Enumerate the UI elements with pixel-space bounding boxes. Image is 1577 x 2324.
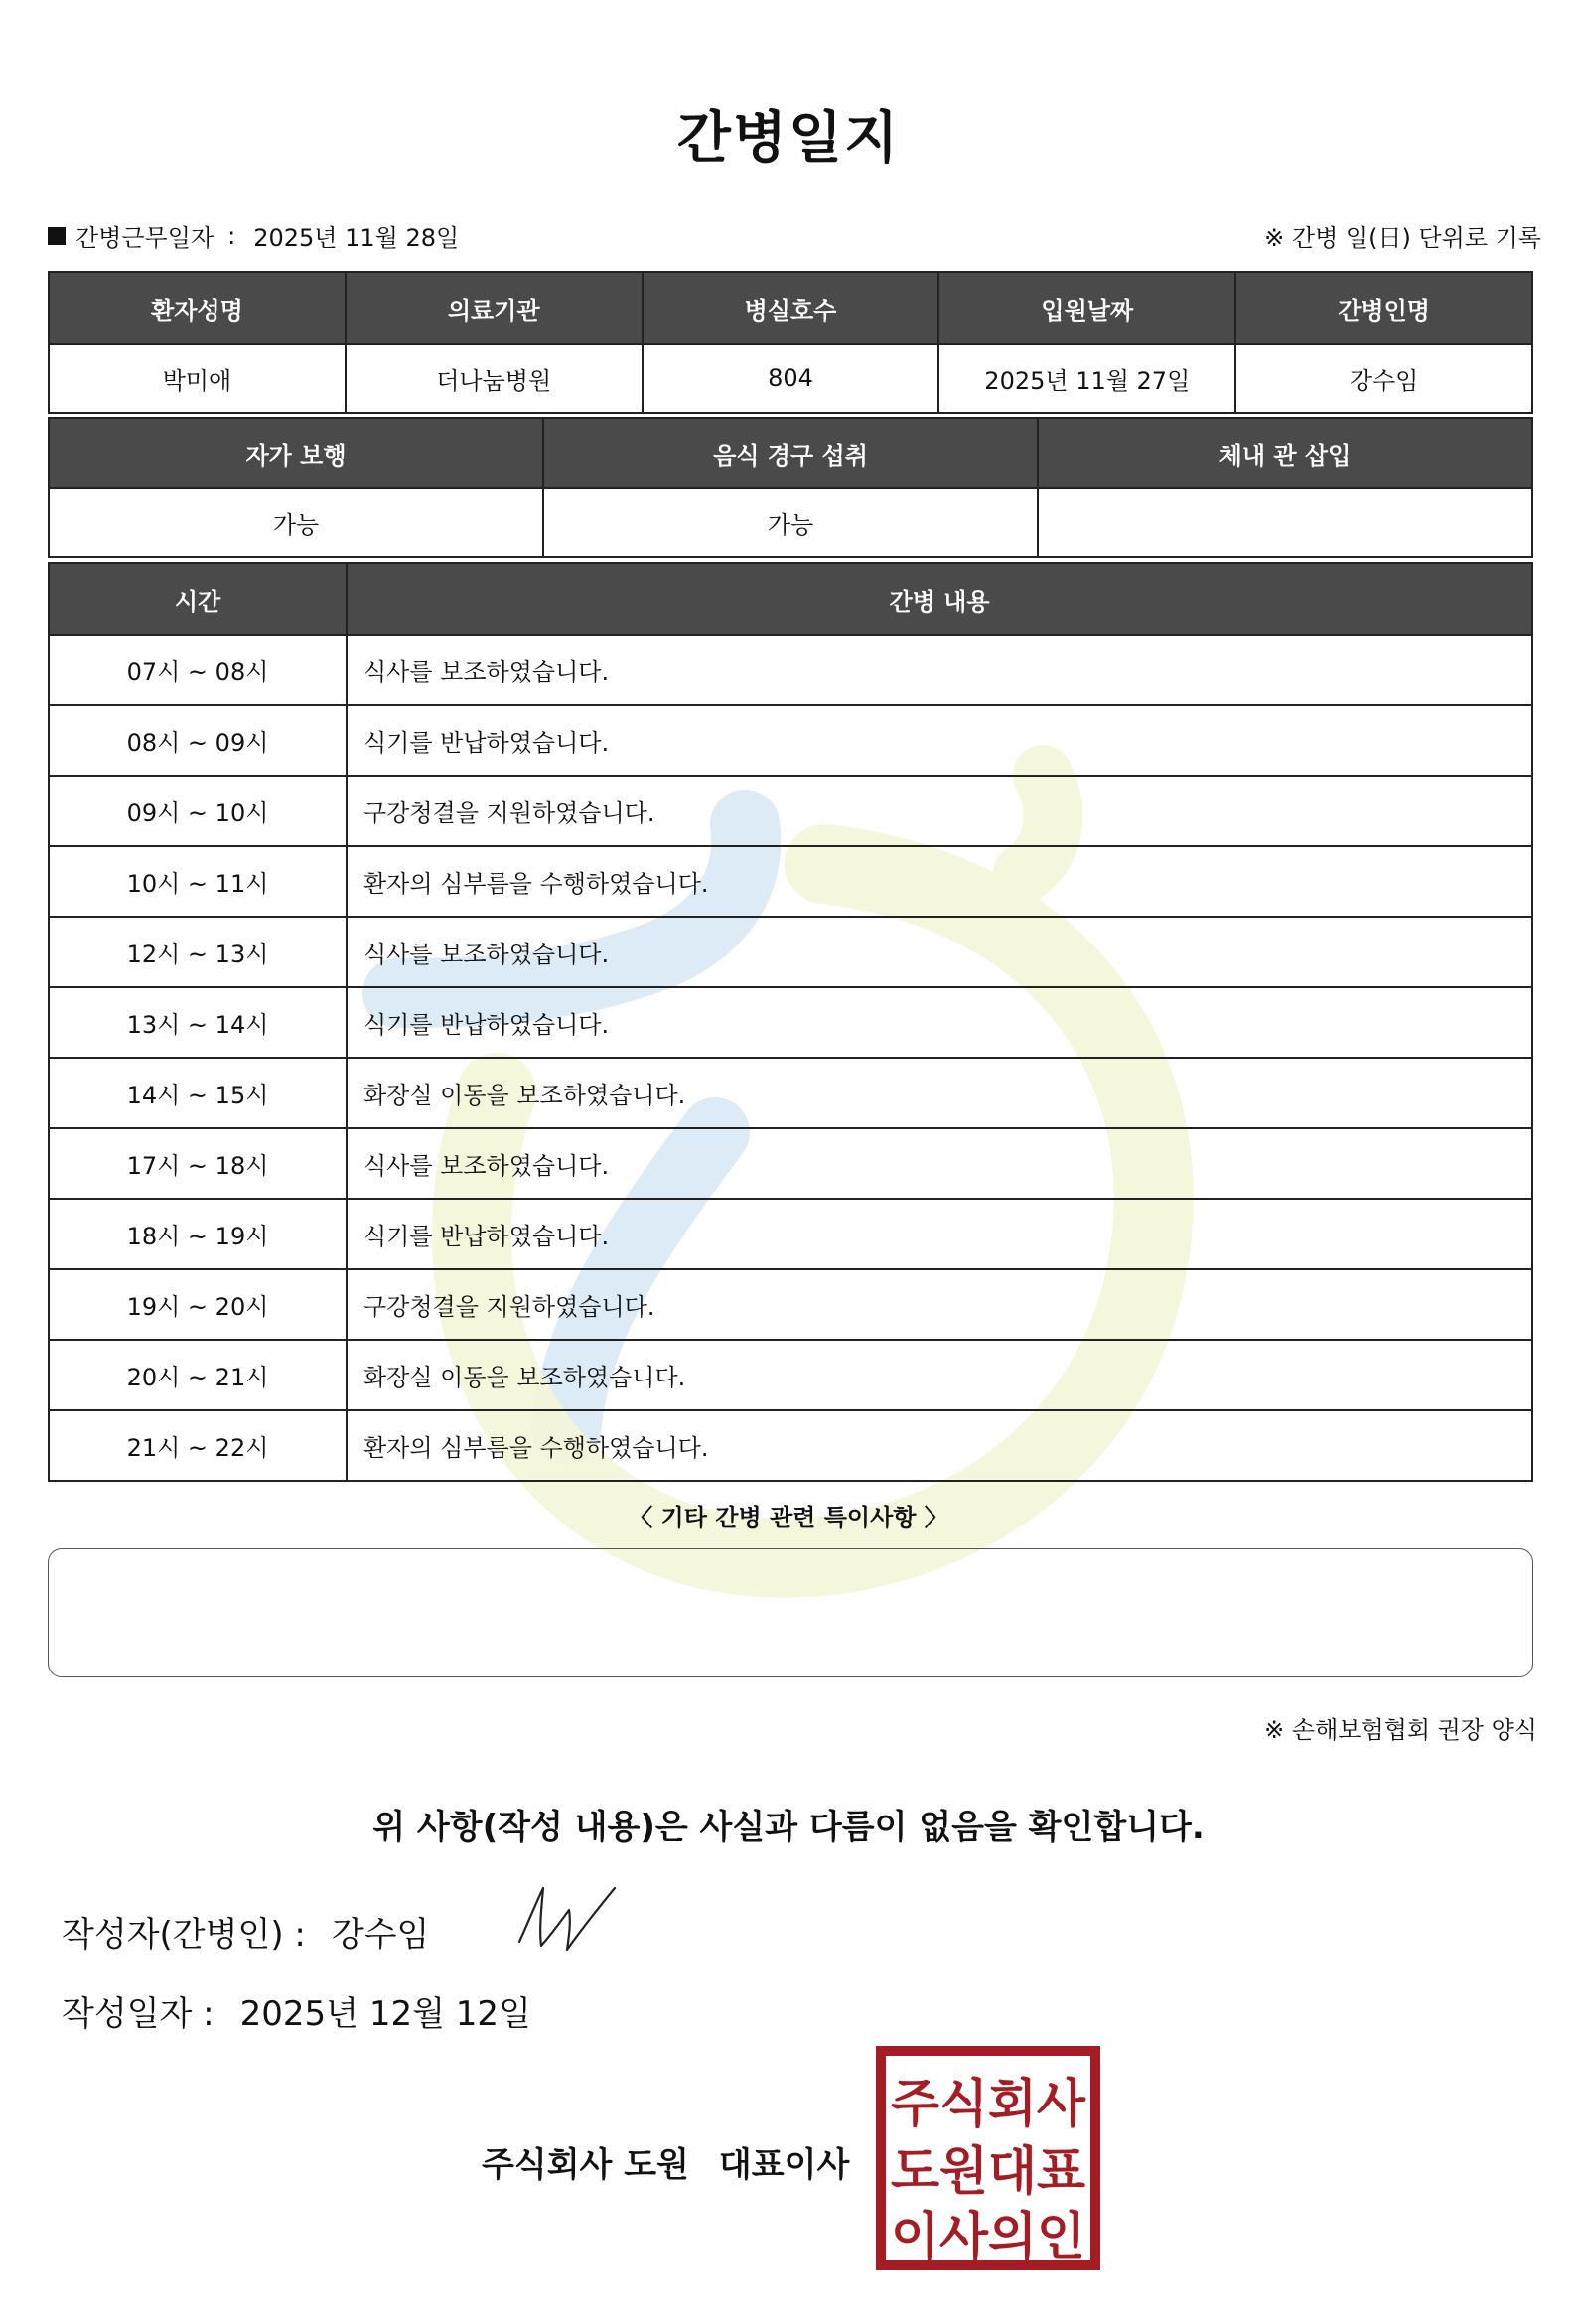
notes-box xyxy=(48,1548,1533,1677)
walking-status: 가능 xyxy=(49,488,543,557)
table-row xyxy=(49,917,1532,987)
log-content: 식사를 보조하였습니다. xyxy=(347,635,1532,705)
header-time: 시간 xyxy=(49,563,347,635)
svg-text:도원대표: 도원대표 xyxy=(891,2142,1085,2202)
log-time: 21시 ~ 22시 xyxy=(49,1410,347,1481)
hospital-name: 더나눔병원 xyxy=(346,344,643,413)
unit-note: ※ 간병 일(日) 단위로 기록 xyxy=(1264,224,1541,252)
log-content: 구강청결을 지원하였습니다. xyxy=(347,1269,1532,1340)
header-care-content: 간병 내용 xyxy=(347,563,1532,635)
header-hospital: 의료기관 xyxy=(346,272,643,344)
caregiver-name: 강수임 xyxy=(1235,344,1532,413)
author-label: 작성자(간병인) : xyxy=(62,1915,306,1955)
author-name: 강수임 xyxy=(331,1915,430,1955)
table-row xyxy=(49,987,1532,1058)
company-seal-stamp xyxy=(876,2046,1100,2270)
table-row xyxy=(49,705,1532,776)
representative-title: 대표이사 xyxy=(718,2145,850,2185)
header-admission-date: 입원날짜 xyxy=(938,272,1235,344)
table-row xyxy=(49,488,1532,557)
work-date-label: 간병근무일자 xyxy=(75,224,215,252)
confirmation-statement: 위 사항(작성 내용)은 사실과 다름이 없음을 확인합니다. xyxy=(372,1808,1205,1847)
log-time: 12시 ~ 13시 xyxy=(49,917,347,987)
square-bullet-icon xyxy=(48,227,66,245)
log-time: 17시 ~ 18시 xyxy=(49,1128,347,1199)
notes-heading: 〈 기타 간병 관련 특이사항 〉 xyxy=(629,1504,948,1531)
header-oral-intake: 음식 경구 섭취 xyxy=(543,418,1038,488)
svg-text:이사의인: 이사의인 xyxy=(891,2208,1085,2267)
table-row xyxy=(49,776,1532,846)
log-content: 구강청결을 지원하였습니다. xyxy=(347,776,1532,846)
log-time: 20시 ~ 21시 xyxy=(49,1340,347,1410)
table-row xyxy=(49,1128,1532,1199)
patient-name: 박미애 xyxy=(49,344,346,413)
document-title: 간병일지 xyxy=(676,106,901,171)
table-header-row xyxy=(49,563,1532,635)
log-time: 19시 ~ 20시 xyxy=(49,1269,347,1340)
table-header-row xyxy=(49,418,1532,488)
table-row xyxy=(49,1340,1532,1410)
header-caregiver: 간병인명 xyxy=(1235,272,1532,344)
table-row xyxy=(49,1058,1532,1128)
admission-date: 2025년 11월 27일 xyxy=(938,344,1235,413)
work-date-value: 2025년 11월 28일 xyxy=(253,224,460,252)
written-date-value: 2025년 12월 12일 xyxy=(239,1994,531,2034)
table-row xyxy=(49,1269,1532,1340)
work-date-line xyxy=(48,218,459,253)
written-date-row xyxy=(62,1986,531,2035)
author-row xyxy=(62,1907,429,1956)
table-row xyxy=(49,635,1532,705)
table-row xyxy=(49,1199,1532,1269)
table-row xyxy=(49,1410,1532,1481)
log-content: 화장실 이동을 보조하였습니다. xyxy=(347,1340,1532,1410)
log-content: 환자의 심부름을 수행하였습니다. xyxy=(347,846,1532,917)
table-row xyxy=(49,846,1532,917)
svg-text:주식회사: 주식회사 xyxy=(891,2075,1086,2134)
log-time: 13시 ~ 14시 xyxy=(49,987,347,1058)
log-time: 07시 ~ 08시 xyxy=(49,635,347,705)
oral-intake-status: 가능 xyxy=(543,488,1038,557)
log-content: 식기를 반납하였습니다. xyxy=(347,1199,1532,1269)
log-content: 식사를 보조하였습니다. xyxy=(347,1128,1532,1199)
patient-status-table xyxy=(48,417,1533,558)
company-signature-line xyxy=(482,2137,849,2186)
company-name: 주식회사 도원 xyxy=(482,2145,689,2185)
header-patient-name: 환자성명 xyxy=(49,272,346,344)
log-time: 14시 ~ 15시 xyxy=(49,1058,347,1128)
room-number: 804 xyxy=(643,344,939,413)
written-date-label: 작성일자 : xyxy=(62,1994,215,2034)
header-walking: 자가 보행 xyxy=(49,418,543,488)
header-room: 병실호수 xyxy=(643,272,939,344)
handwritten-signature xyxy=(511,1880,621,1960)
header-tube-insertion: 체내 관 삽입 xyxy=(1038,418,1532,488)
table-header-row xyxy=(49,272,1532,344)
care-log-table xyxy=(48,562,1533,1482)
log-content: 식기를 반납하였습니다. xyxy=(347,705,1532,776)
patient-info-table xyxy=(48,271,1533,414)
log-time: 08시 ~ 09시 xyxy=(49,705,347,776)
log-content: 식사를 보조하였습니다. xyxy=(347,917,1532,987)
log-time: 10시 ~ 11시 xyxy=(49,846,347,917)
log-time: 09시 ~ 10시 xyxy=(49,776,347,846)
log-content: 환자의 심부름을 수행하였습니다. xyxy=(347,1410,1532,1481)
log-time: 18시 ~ 19시 xyxy=(49,1199,347,1269)
tube-insertion-status xyxy=(1038,488,1532,557)
work-date-separator: : xyxy=(227,221,236,250)
form-source-note: ※ 손해보험협회 권장 양식 xyxy=(1264,1716,1537,1744)
log-content: 화장실 이동을 보조하였습니다. xyxy=(347,1058,1532,1128)
log-content: 식기를 반납하였습니다. xyxy=(347,987,1532,1058)
table-row xyxy=(49,344,1532,413)
